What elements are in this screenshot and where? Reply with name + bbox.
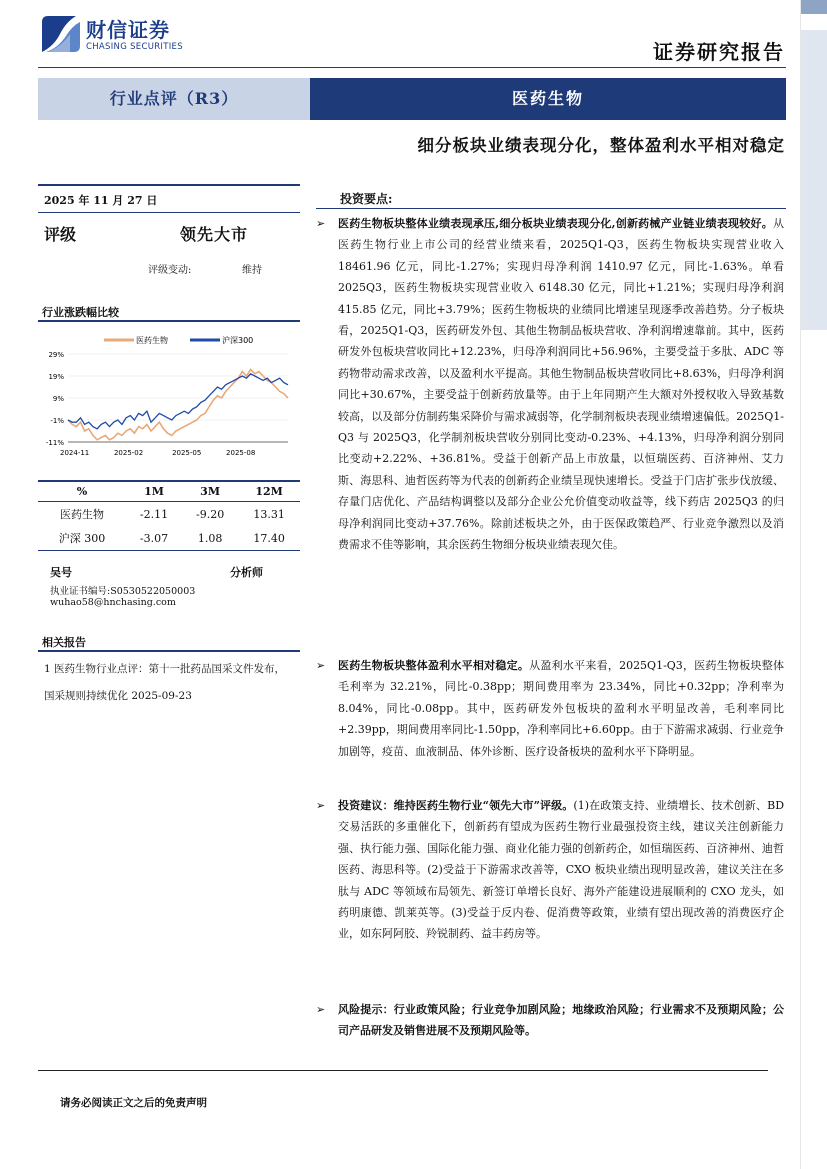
divider <box>316 208 786 209</box>
table-header: 12M <box>238 481 300 502</box>
bullet-arrow-icon: ➢ <box>316 217 326 230</box>
x-axis <box>60 442 288 457</box>
disclaimer-notice[interactable]: 请务必阅读正文之后的免责声明 <box>60 1097 207 1109</box>
report-type: 证券研究报告 <box>653 40 785 64</box>
y-tick-label: -11% <box>45 439 64 447</box>
key-point <box>316 655 784 762</box>
edge-strip-segment <box>801 30 827 330</box>
page-edge-strip <box>800 0 827 1169</box>
table-header: 1M <box>126 481 182 502</box>
key-point-body: 从盈利水平来看，2025Q1-Q3，医药生物板块整体毛利率为 32.21%，同比-0.38pp；期间费用率为 23.34%，同比+0.32pp；净利率为 8.04%，同比-0.08pp。其中，医药研发外包板块的盈利水平明显改善，毛利率同比+2.39pp，期间费用率同比-1.50pp，净利率同比+6.60pp。由于下游需求减弱、行业竞争加剧等，疫苗、血液制品、体外诊断、医疗设备板块的盈利水平下降明显。 <box>338 659 784 758</box>
x-tick-label: 2025-08 <box>226 449 256 457</box>
table-cell: -3.07 <box>126 526 182 551</box>
table-row <box>38 526 300 551</box>
key-point-lead: 投资建议：维持医药生物行业“领先大市”评级。 <box>338 799 574 812</box>
bullet-arrow-icon: ➢ <box>316 659 326 672</box>
key-point-body: 从医药生物行业上市公司的经营业绩来看，2025Q1-Q3，医药生物板块实现营业收入 18461.96 亿元，同比-1.27%；实现归母净利润 1410.97 亿元，同比-1.63%。单看 2025Q3，医药生物板块实现营业收入 6148.30 亿元，同比+1.21%；实现归母净利润 415.85 亿元，同比+3.79%；医药生物板块的业绩同比增速呈现逐季改善趋势。分子板块看，2025Q1-Q3，医药研发外包、其他生物制品板块营收、净利润增速靠前。其中，医药研发外包板块营收同比+12.23%，归母净利润同比+56.96%，主要受益于多肽、ADC 等药物带动需求改善，以及盈利水平提高。其他生物制品板块营收同比+8.63%，归母净利润同比+30.67%，主要受益于创新药放量等。由于上年同期产生大额对外授权收入导致基数较高，以及部分仿制药集采降价与需求减弱等，化学制剂板块表现业绩增速偏低。2025Q1-Q3 与 2025Q3，化学制剂板块营收分别同比变动-0.23%、+4.13%，归母净利润分别同比变动+2.22%、+36.81%。受益于创新产品上市放量，以恒瑞医药、百济神州、艾力斯、海思科、迪哲医药等为代表的创新药企业绩呈现快速增长。受益于门店扩张步伐放缓、存量门店优化、产品结构调整以及部分企业公允价值变动收益等，线下药店 2025Q3 的归母净利润同比变动+37.76%。除前述板块之外，由于医保政策趋严、行业竞争激烈以及消费需求不佳等影响，其余医药生物细分板块业绩表现欠佳。 <box>338 217 784 552</box>
analyst-name: 吴号 <box>50 566 72 579</box>
related-reports-title: 相关报告 <box>42 636 86 649</box>
performance-table <box>38 480 300 551</box>
table-cell: 医药生物 <box>59 508 104 521</box>
bullet-arrow-icon: ➢ <box>316 1003 326 1016</box>
legend-label-pharma: 医药生物 <box>136 336 168 345</box>
y-tick-label: -1% <box>50 417 64 425</box>
key-point <box>316 213 784 556</box>
date-block <box>38 184 300 213</box>
y-tick-label: 9% <box>52 395 64 403</box>
x-tick-label: 2025-02 <box>113 449 144 457</box>
legend-label-csi300: 沪深300 <box>222 336 254 345</box>
analyst-cert: 执业证书编号:S0530522050003 <box>50 586 196 597</box>
analyst-role: 分析师 <box>230 566 263 579</box>
bullet-arrow-icon: ➢ <box>316 799 326 812</box>
table-row <box>38 502 300 527</box>
key-point-lead: 医药生物板块整体盈利水平相对稳定。 <box>338 659 530 672</box>
key-point-lead: 风险提示：行业政策风险；行业竞争加剧风险；地缘政治风险；行业需求不及预期风险；公司产品研发及销售进展不及预期风险等。 <box>338 1003 784 1038</box>
logo-mark-icon <box>38 12 82 56</box>
x-tick-label: 2024-11 <box>60 449 90 457</box>
key-point <box>316 795 785 945</box>
y-tick-label: 29% <box>48 351 64 359</box>
table-header-row <box>38 481 300 502</box>
table-cell: 17.40 <box>238 526 300 551</box>
table-cell: -2.11 <box>139 507 169 521</box>
key-point-lead: 医药生物板块整体业绩表现承压,细分板块业绩表现分化,创新药械产业链业绩表现较好。 <box>338 217 773 230</box>
key-point <box>316 999 784 1042</box>
key-point-body: (1)在政策支持、业绩增长、技术创新、BD交易活跃的多重催化下，创新药有望成为医药生物行业最强投资主线，建议关注创新能力强、执行能力强、国际化能力强、商业化能力强的创新药企，如恒瑞医药、百济神州、迪哲医药、海思科等。(2)受益于下游需求改善等，CXO 板块业绩出现明显改善，建议关注在多肽与 ADC 等领域布局领先、新签订单增长良好、海外产能建设进展顺利的 CXO 龙头，如药明康德、凯莱英等。(3)受益于反内卷、促消费等政策，业绩有望出现改善的消费医疗企业，如东阿阿胶、羚锐制药、益丰药房等。 <box>338 799 785 941</box>
sector-name: 医药生物 <box>511 89 584 108</box>
related-report-link[interactable]: 1 医药生物行业点评：第十一批药品国采文件发布，国采规则持续优化 2025-09-23 <box>44 663 286 702</box>
report-date: 2025 年 11 月 27 日 <box>44 194 158 207</box>
table-cell: 1.08 <box>182 526 238 551</box>
table-cell: 13.31 <box>253 507 285 521</box>
header-divider <box>38 67 786 68</box>
title-banner <box>38 78 786 120</box>
rating-change-label: 评级变动: <box>148 265 192 276</box>
table-cell: -9.20 <box>195 507 225 521</box>
y-tick-label: 19% <box>48 373 64 381</box>
brand-name-en: CHASING SECURITIES <box>86 42 183 52</box>
rating-change-value: 维持 <box>242 265 262 276</box>
analyst-email[interactable]: wuhao58@hnchasing.com <box>50 597 176 608</box>
edge-strip-segment <box>801 0 827 14</box>
series-line-pharma <box>68 369 288 439</box>
table-header: 3M <box>182 481 238 502</box>
chart-legend <box>104 335 253 345</box>
divider <box>38 212 300 213</box>
report-category: 行业点评（R3） <box>38 78 310 120</box>
x-tick-label: 2025-05 <box>172 449 202 457</box>
key-points-title: 投资要点: <box>340 192 393 206</box>
footer-divider <box>38 1070 768 1071</box>
rating-label: 评级 <box>44 225 77 244</box>
brand-logo <box>38 12 198 60</box>
chart-series <box>68 369 288 439</box>
series-line-csi300 <box>68 374 288 429</box>
divider <box>38 650 300 652</box>
brand-name-cn: 财信证券 <box>86 18 170 42</box>
performance-chart <box>38 322 300 467</box>
report-headline: 细分板块业绩表现分化，整体盈利水平相对稳定 <box>417 136 785 155</box>
comparison-title: 行业涨跌幅比较 <box>42 306 119 319</box>
rating-value: 领先大市 <box>180 225 249 244</box>
table-header: % <box>38 481 126 502</box>
table-cell: 沪深 300 <box>38 526 126 551</box>
